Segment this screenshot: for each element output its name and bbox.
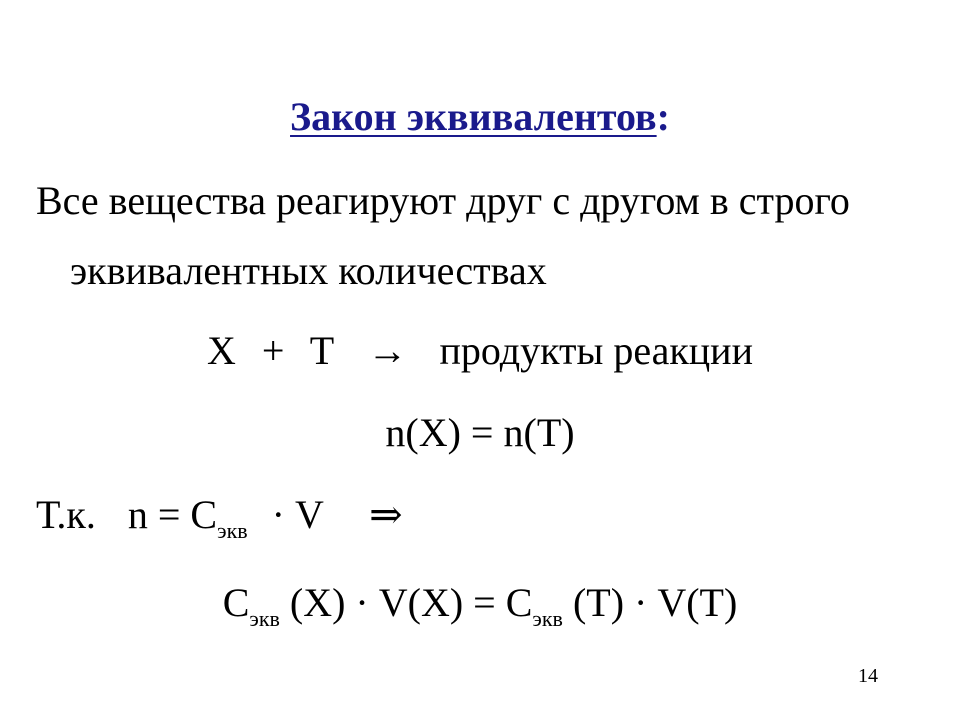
statement-line-2: эквивалентных количествах [70,248,547,293]
title-text: Закон эквивалентов [290,94,657,139]
result-part-2: (T) · V(T) [572,580,738,625]
arrow-icon: → [367,328,408,373]
formula-times-v: · V [271,492,324,537]
subscript-ekv: экв [217,518,248,543]
result-subscript-2: экв [532,606,563,631]
result-equation [0,578,960,634]
result-subscript-1: экв [249,606,280,631]
reactant-t: T [309,328,334,373]
plus-sign: + [261,328,285,373]
reaction-equation [0,326,960,376]
title-colon: : [656,94,670,139]
page-number: 14 [858,665,878,687]
formula-n-equals-c: n = C [127,492,218,537]
reaction-products: продукты реакции [439,328,753,373]
result-part-1: (X) · V(X) = C [289,580,533,625]
implies-icon: ⇒ [369,492,403,537]
reactant-x: X [207,328,236,373]
moles-equality: n(X) = n(T) [385,410,575,455]
result-c1: C [222,580,250,625]
since-prefix: Т.к. [36,492,96,537]
statement-line-1: Все вещества реагируют друг с другом в строго [36,178,850,223]
since-formula [36,490,403,546]
slide-title [0,92,960,142]
